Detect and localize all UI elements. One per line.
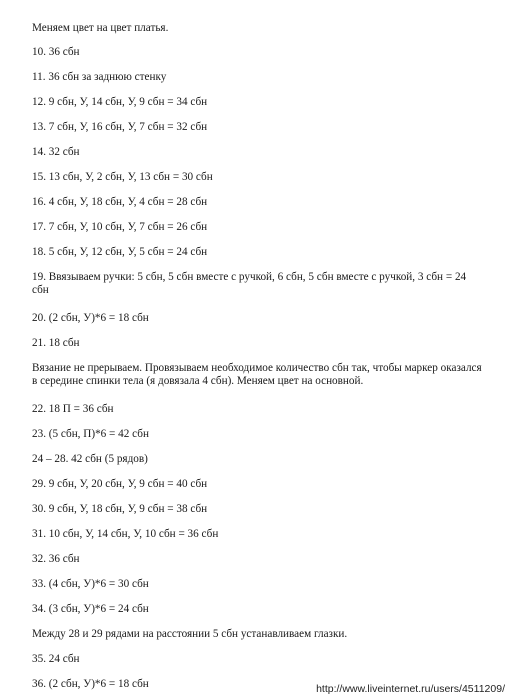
rows-24-28: 24 – 28. 42 сбн (5 рядов) [32,453,148,465]
row-13: 13. 7 сбн, У, 16 сбн, У, 7 сбн = 32 сбн [32,121,208,133]
row-30: 30. 9 сбн, У, 18 сбн, У, 9 сбн = 38 сбн [32,503,208,515]
row-34: 34. (3 сбн, У)*6 = 24 сбн [32,603,149,615]
row-14: 14. 32 сбн [32,146,80,158]
intro-line: Меняем цвет на цвет платья. [32,22,169,34]
row-20: 20. (2 сбн, У)*6 = 18 сбн [32,312,149,324]
row-31: 31. 10 сбн, У, 14 сбн, У, 10 сбн = 36 сбн [32,528,219,540]
eyes-note: Между 28 и 29 рядами на расстоянии 5 сбн устанавливаем глазки. [32,628,348,640]
row-10: 10. 36 сбн [32,46,80,58]
row-29: 29. 9 сбн, У, 20 сбн, У, 9 сбн = 40 сбн [32,478,208,490]
row-23: 23. (5 сбн, П)*6 = 42 сбн [32,428,149,440]
row-32: 32. 36 сбн [32,553,80,565]
source-watermark: http://www.liveinternet.ru/users/4511209/ [316,683,505,695]
row-18: 18. 5 сбн, У, 12 сбн, У, 5 сбн = 24 сбн [32,246,208,258]
row-16: 16. 4 сбн, У, 18 сбн, У, 4 сбн = 28 сбн [32,196,208,208]
row-22: 22. 18 П = 36 сбн [32,403,114,415]
row-19: 19. Ввязываем ручки: 5 сбн, 5 сбн вместе с ручкой, 6 сбн, 5 сбн вместе с ручкой, 3 сбн = 24 сбн [32,271,467,296]
row-17: 17. 7 сбн, У, 10 сбн, У, 7 сбн = 26 сбн [32,221,208,233]
row-12: 12. 9 сбн, У, 14 сбн, У, 9 сбн = 34 сбн [32,96,208,108]
row-11: 11. 36 сбн за заднюю стенку [32,71,167,83]
row-21: 21. 18 сбн [32,337,80,349]
note-paragraph: Вязание не прерываем. Провязываем необходимое количество сбн так, чтобы маркер оказался в середине спинки тела (я довязала 4 сбн). Меняем цвет на основной. [32,362,482,387]
row-15: 15. 13 сбн, У, 2 сбн, У, 13 сбн = 30 сбн [32,171,213,183]
row-36: 36. (2 сбн, У)*6 = 18 сбн [32,678,149,690]
row-35: 35. 24 сбн [32,653,80,665]
row-33: 33. (4 сбн, У)*6 = 30 сбн [32,578,149,590]
